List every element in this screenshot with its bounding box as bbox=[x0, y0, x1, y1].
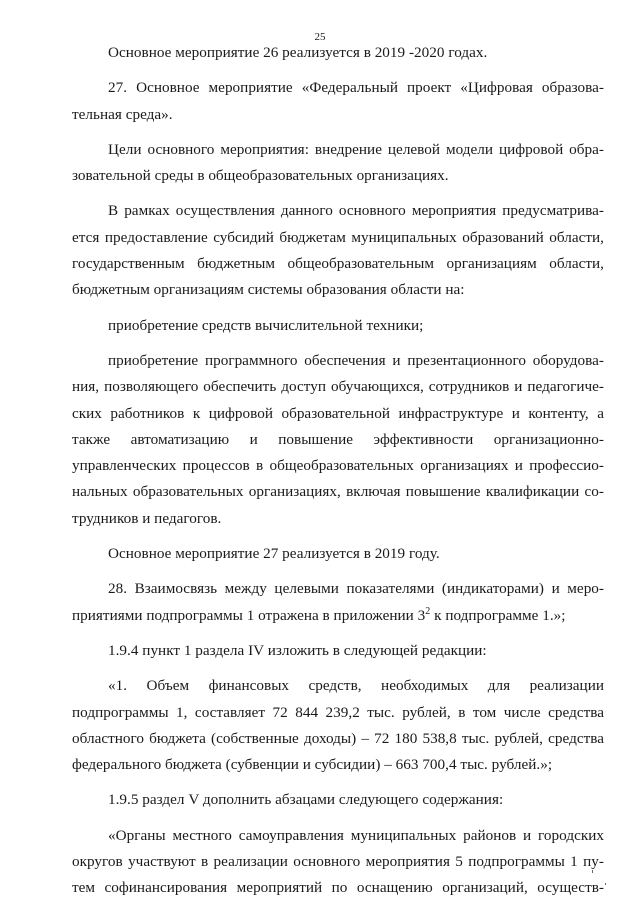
text-line: федерального бюджета (субвенции и субсидии) – 663 700,4 тыс. рублей.»; bbox=[72, 756, 553, 774]
paragraph bbox=[72, 823, 604, 902]
text-line: «Органы местного самоуправления муниципальных районов и городских bbox=[108, 826, 604, 844]
text-line: Цели основного мероприятия: внедрение целевой модели цифровой обра- bbox=[108, 140, 604, 158]
paragraph bbox=[72, 198, 604, 303]
text-line: 1.9.5 раздел V дополнить абзацами следующего содержания: bbox=[108, 791, 504, 809]
scan-speck bbox=[605, 883, 606, 885]
paragraph bbox=[72, 576, 604, 629]
document-body bbox=[72, 40, 604, 902]
text-line: Основное мероприятие 27 реализуется в 2019 году. bbox=[108, 545, 440, 563]
superscript: 2 bbox=[425, 605, 431, 617]
text-line: приобретение средств вычислительной техники; bbox=[108, 316, 424, 334]
text-line: управленческих процессов в общеобразовательных организациях и профессио- bbox=[72, 457, 604, 475]
text-line: «1. Объем финансовых средств, необходимых для реализации bbox=[108, 677, 604, 695]
text-line: тем софинансирования мероприятий по оснащению организаций, осуществ- bbox=[72, 879, 604, 897]
text-line: ния, позволяющего обеспечить доступ обучающихся, сотрудников и педагогиче- bbox=[72, 378, 604, 396]
paragraph bbox=[72, 348, 604, 532]
paragraph bbox=[72, 40, 604, 66]
text-fragment: приятиями подпрограммы 1 отражена в приложении 3 bbox=[72, 606, 426, 624]
paragraph bbox=[72, 75, 604, 128]
text-line: приобретение программного обеспечения и презентационного оборудова- bbox=[108, 351, 604, 369]
text-line bbox=[72, 603, 604, 629]
text-line: бюджетным организациям системы образования области на: bbox=[72, 281, 465, 299]
text-line: зовательной среды в общеобразовательных организациях. bbox=[72, 167, 449, 185]
text-line: В рамках осуществления данного основного мероприятия предусматрива- bbox=[108, 202, 604, 220]
text-line: нальных образовательных организациях, включая повышение квалификации со- bbox=[72, 483, 604, 501]
page-number: 25 bbox=[314, 31, 326, 43]
paragraph bbox=[72, 673, 604, 778]
text-line: ских работников к цифровой образовательной инфраструктуре и контенту, а bbox=[72, 404, 604, 422]
text-fragment: к подпрограмме 1.»; bbox=[430, 606, 566, 624]
text-line: Основное мероприятие 26 реализуется в 2019 -2020 годах. bbox=[108, 44, 488, 61]
text-line: тельная среда». bbox=[72, 105, 173, 123]
text-line: 27. Основное мероприятие «Федеральный проект «Цифровая образова- bbox=[108, 79, 604, 97]
scan-speck bbox=[592, 870, 593, 873]
text-line: также автоматизацию и повышение эффективности организационно- bbox=[72, 430, 604, 448]
text-line: подпрограммы 1, составляет 72 844 239,2 тыс. рублей, в том числе средства bbox=[72, 703, 604, 721]
paragraph bbox=[72, 313, 604, 339]
paragraph bbox=[72, 137, 604, 190]
text-line: трудников и педагогов. bbox=[72, 509, 222, 527]
text-line: государственным бюджетным общеобразовательным организациям области, bbox=[72, 255, 604, 273]
text-line: округов участвуют в реализации основного мероприятия 5 подпрограммы 1 пу- bbox=[72, 853, 604, 871]
paragraph bbox=[72, 787, 604, 813]
text-line: 1.9.4 пункт 1 раздела IV изложить в следующей редакции: bbox=[108, 641, 487, 659]
text-line: 28. Взаимосвязь между целевыми показателями (индикаторами) и меро- bbox=[108, 580, 604, 598]
text-line: ется предоставление субсидий бюджетам муниципальных образований области, bbox=[72, 228, 604, 246]
paragraph bbox=[72, 541, 604, 567]
text-line: областного бюджета (собственные доходы) – 72 180 538,8 тыс. рублей, средства bbox=[72, 729, 604, 747]
paragraph bbox=[72, 638, 604, 664]
